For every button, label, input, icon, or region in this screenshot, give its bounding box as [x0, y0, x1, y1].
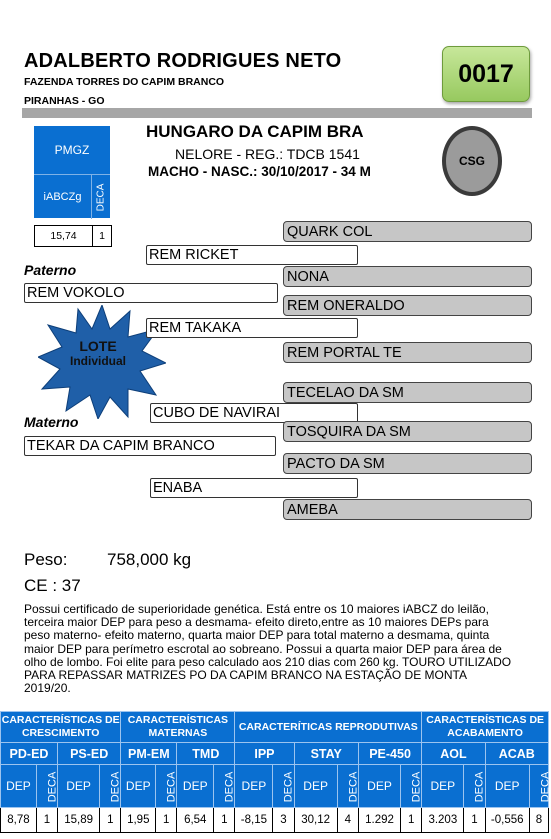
trait-group-acabamento: CARACTERÍSTICAS DE ACABAMENTO [422, 712, 549, 743]
traits-table [0, 711, 549, 833]
pedigree-dam-dam-dam: AMEBA [283, 499, 532, 520]
deca-header-label: DECA [410, 771, 423, 803]
owner-name: ADALBERTO RODRIGUES NETO [24, 50, 342, 72]
dep-header: DEP [294, 765, 337, 808]
pedigree-sire: REM VOKOLO [24, 283, 278, 303]
trait-dep-value: 1,95 [121, 808, 156, 833]
materno-label: Materno [24, 414, 79, 430]
pedigree-dam-dam-sire: PACTO DA SM [283, 453, 532, 474]
trait-deca-value: 1 [214, 808, 235, 833]
iabcz-label: iABCZg [34, 174, 92, 219]
deca-header-label: DECA [165, 771, 178, 803]
deca-header [464, 765, 485, 808]
pedigree-dam-sire: CUBO DE NAVIRAI [150, 403, 358, 423]
trait-name: TMD [177, 743, 235, 765]
lote-line1: LOTE [79, 338, 117, 354]
paterno-label: Paterno [24, 262, 77, 278]
deca-header [156, 765, 177, 808]
pedigree-dam-dam: ENABA [150, 478, 358, 498]
deca-header-label: DECA [539, 771, 551, 803]
csg-badge: CSG [442, 126, 502, 196]
trait-name: PD-ED [1, 743, 58, 765]
dep-header: DEP [58, 765, 100, 808]
deca-header-label: DECA [109, 771, 122, 803]
pedigree-sire-dam-sire: REM ONERALDO [283, 295, 532, 316]
trait-deca-value: 4 [337, 808, 358, 833]
city-name: PIRANHAS - GO [24, 95, 105, 107]
dep-header: DEP [422, 765, 464, 808]
trait-group-maternas: CARACTERÍSTICAS MATERNAS [121, 712, 235, 743]
ce-label: CE : [24, 576, 58, 595]
dep-header: DEP [358, 765, 400, 808]
pmgz-deca-value: 1 [99, 230, 105, 242]
dep-header: DEP [177, 765, 214, 808]
deca-header-label: DECA [347, 771, 360, 803]
trait-name: PS-ED [58, 743, 121, 765]
trait-deca-value: 3 [273, 808, 294, 833]
ce-row [24, 576, 81, 596]
iabcz-value: 15,74 [35, 226, 93, 246]
animal-description: Possui certificado de superioridade genética. Está entre os 10 maiores iABCZ do leilão, terceira maior DEP para peso a desmama- efeito direto,entre as 10 maiores DEPs para peso materno- efeito materno, quarta maior DEP para total materno a desmama, quinta maior DEP para perímetro escrotal ao sobreano. Possui a quarta maior DEP para área de olho de lombo. Foi elite para peso calculado aos 210 dias com 260 kg. TOURO UTILIZADO PARA REPASSAR MATRIZES PO DA CAPIM BRANCO NA ESTAÇÃO DE MONTA 2019/20. [24, 602, 512, 696]
trait-group-reprodutivas: CARACTERÍTICAS REPRODUTIVAS [235, 712, 422, 743]
trait-deca-value: 1 [464, 808, 485, 833]
deca-header [529, 765, 551, 808]
farm-name: FAZENDA TORRES DO CAPIM BRANCO [24, 76, 225, 88]
deca-header [401, 765, 422, 808]
deca-header-label: DECA [473, 771, 486, 803]
trait-dep-value: 1.292 [358, 808, 400, 833]
deca-header-label: DECA [282, 771, 295, 803]
pedigree-sire-sire-dam: NONA [283, 266, 532, 287]
deca-header-label: DECA [223, 771, 236, 803]
deca-header [214, 765, 235, 808]
pedigree-dam: TEKAR DA CAPIM BRANCO [24, 436, 276, 456]
dep-header: DEP [235, 765, 273, 808]
trait-name: STAY [294, 743, 358, 765]
deca-header [337, 765, 358, 808]
animal-name: HUNGARO DA CAPIM BRA [146, 122, 364, 141]
lot-number-badge: 0017 [442, 46, 530, 102]
ce-value: 37 [61, 576, 81, 595]
trait-name: AOL [422, 743, 485, 765]
pmgz-deca-label: DECA [95, 183, 107, 211]
trait-dep-value: 6,54 [177, 808, 214, 833]
pedigree-sire-dam: REM TAKAKA [146, 318, 358, 338]
pedigree-sire-sire-sire: QUARK COL [283, 221, 532, 242]
dep-header: DEP [485, 765, 529, 808]
pmgz-title: PMGZ [54, 143, 90, 157]
lote-label [38, 338, 158, 368]
trait-name: ACAB [485, 743, 548, 765]
trait-name: IPP [235, 743, 294, 765]
trait-dep-value: -0,556 [485, 808, 529, 833]
trait-deca-value: 1 [401, 808, 422, 833]
pmgz-deca-header [91, 174, 110, 219]
trait-deca-value: 1 [100, 808, 121, 833]
trait-dep-value: 30,12 [294, 808, 337, 833]
animal-sex-birth: MACHO - NASC.: 30/10/2017 - 34 M [148, 164, 371, 179]
peso-row [24, 550, 192, 570]
deca-header-label: DECA [46, 771, 59, 803]
lote-line2: Individual [69, 354, 126, 368]
deca-header [100, 765, 121, 808]
trait-name: PM-EM [121, 743, 177, 765]
animal-breed-registry: NELORE - REG.: TDCB 1541 [175, 146, 360, 162]
trait-deca-value: 8 [529, 808, 548, 833]
trait-name: PE-450 [358, 743, 421, 765]
peso-label: Peso: [24, 550, 68, 569]
trait-dep-value: 3.203 [422, 808, 464, 833]
dep-header: DEP [121, 765, 156, 808]
pedigree-dam-sire-dam: TOSQUIRA DA SM [283, 421, 532, 442]
trait-dep-value: 15,89 [58, 808, 100, 833]
trait-dep-value: 8,78 [1, 808, 37, 833]
trait-deca-value: 1 [156, 808, 177, 833]
dep-header: DEP [1, 765, 37, 808]
trait-dep-value: -8,15 [235, 808, 273, 833]
header-divider [22, 108, 532, 118]
pedigree-sire-dam-dam: REM PORTAL TE [283, 342, 532, 363]
pedigree-dam-sire-sire: TECELAO DA SM [283, 382, 532, 403]
peso-value: 758,000 kg [107, 550, 192, 569]
deca-header [273, 765, 294, 808]
trait-group-crescimento: CARACTERÍSTICAS DE CRESCIMENTO [1, 712, 121, 743]
pedigree-sire-sire: REM RICKET [146, 245, 358, 265]
deca-header [36, 765, 57, 808]
pmgz-box [34, 126, 110, 218]
trait-deca-value: 1 [36, 808, 57, 833]
pmgz-values [34, 225, 112, 247]
